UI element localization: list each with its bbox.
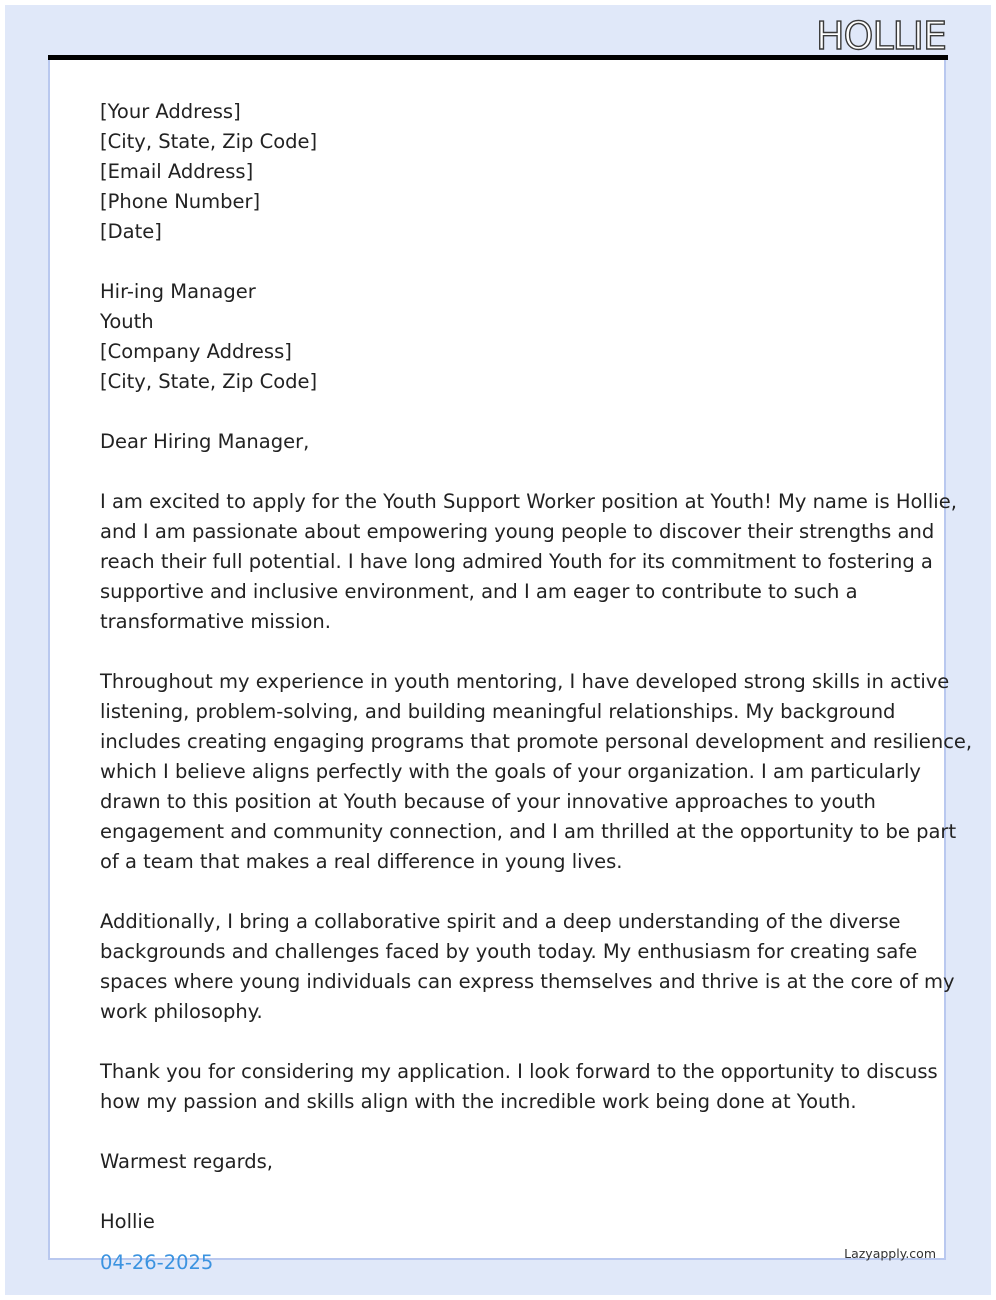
- paragraph-line: spaces where young individuals can express themselves and thrive is at the core of my: [100, 970, 955, 993]
- paragraph-line: listening, problem-solving, and building meaningful relationships. My background: [100, 700, 896, 723]
- sender-block: [100, 97, 900, 247]
- salutation: Dear Hiring Manager,: [100, 430, 310, 453]
- sender-email: [Email Address]: [100, 160, 254, 183]
- watermark-link[interactable]: Lazyapply.com: [844, 1246, 936, 1261]
- closing: Warmest regards,: [100, 1150, 273, 1173]
- paragraph-line: supportive and inclusive environment, and I am eager to contribute to such a: [100, 580, 858, 603]
- footer-date: 04-26-2025: [100, 1251, 214, 1274]
- paragraph-line: reach their full potential. I have long admired Youth for its commitment to fostering a: [100, 550, 933, 573]
- paragraph-line: and I am passionate about empowering young people to discover their strengths and: [100, 520, 935, 543]
- paragraph-line: includes creating engaging programs that promote personal development and resilience,: [100, 730, 973, 753]
- recipient-block: [100, 277, 900, 397]
- sender-city-state-zip: [City, State, Zip Code]: [100, 130, 318, 153]
- paragraph-line: I am excited to apply for the Youth Support Worker position at Youth! My name is Hollie,: [100, 490, 957, 513]
- paragraph-line: Throughout my experience in youth mentoring, I have developed strong skills in active: [100, 670, 950, 693]
- paragraph-line: of a team that makes a real difference in young lives.: [100, 850, 623, 873]
- paragraph-4: [100, 1057, 938, 1117]
- recipient-city-state-zip: [City, State, Zip Code]: [100, 370, 318, 393]
- paragraph-line: work philosophy.: [100, 1000, 263, 1023]
- paragraph-line: how my passion and skills align with the incredible work being done at Youth.: [100, 1090, 857, 1113]
- header-name: HOLLIE: [815, 14, 946, 58]
- paragraph-line: Thank you for considering my application. I look forward to the opportunity to discuss: [100, 1060, 938, 1083]
- sender-phone: [Phone Number]: [100, 190, 261, 213]
- paragraph-1: [100, 487, 957, 637]
- paragraph-line: backgrounds and challenges faced by youth today. My enthusiasm for creating safe: [100, 940, 918, 963]
- paragraph-line: transformative mission.: [100, 610, 331, 633]
- paragraph-line: Additionally, I bring a collaborative spirit and a deep understanding of the diverse: [100, 910, 901, 933]
- signature: Hollie: [100, 1210, 155, 1233]
- paragraph-2: [100, 667, 973, 877]
- paragraph-line: drawn to this position at Youth because of your innovative approaches to youth: [100, 790, 876, 813]
- letter-body: [100, 97, 973, 1237]
- paragraph-3: [100, 907, 955, 1027]
- recipient-company: Youth: [100, 310, 154, 333]
- recipient-title: Hir-ing Manager: [100, 280, 256, 303]
- recipient-address: [Company Address]: [100, 340, 292, 363]
- paragraph-line: engagement and community connection, and I am thrilled at the opportunity to be part: [100, 820, 957, 843]
- paragraph-line: which I believe aligns perfectly with the goals of your organization. I am particularly: [100, 760, 921, 783]
- sender-address: [Your Address]: [100, 100, 241, 123]
- header-rule: [48, 55, 948, 60]
- sender-date: [Date]: [100, 220, 162, 243]
